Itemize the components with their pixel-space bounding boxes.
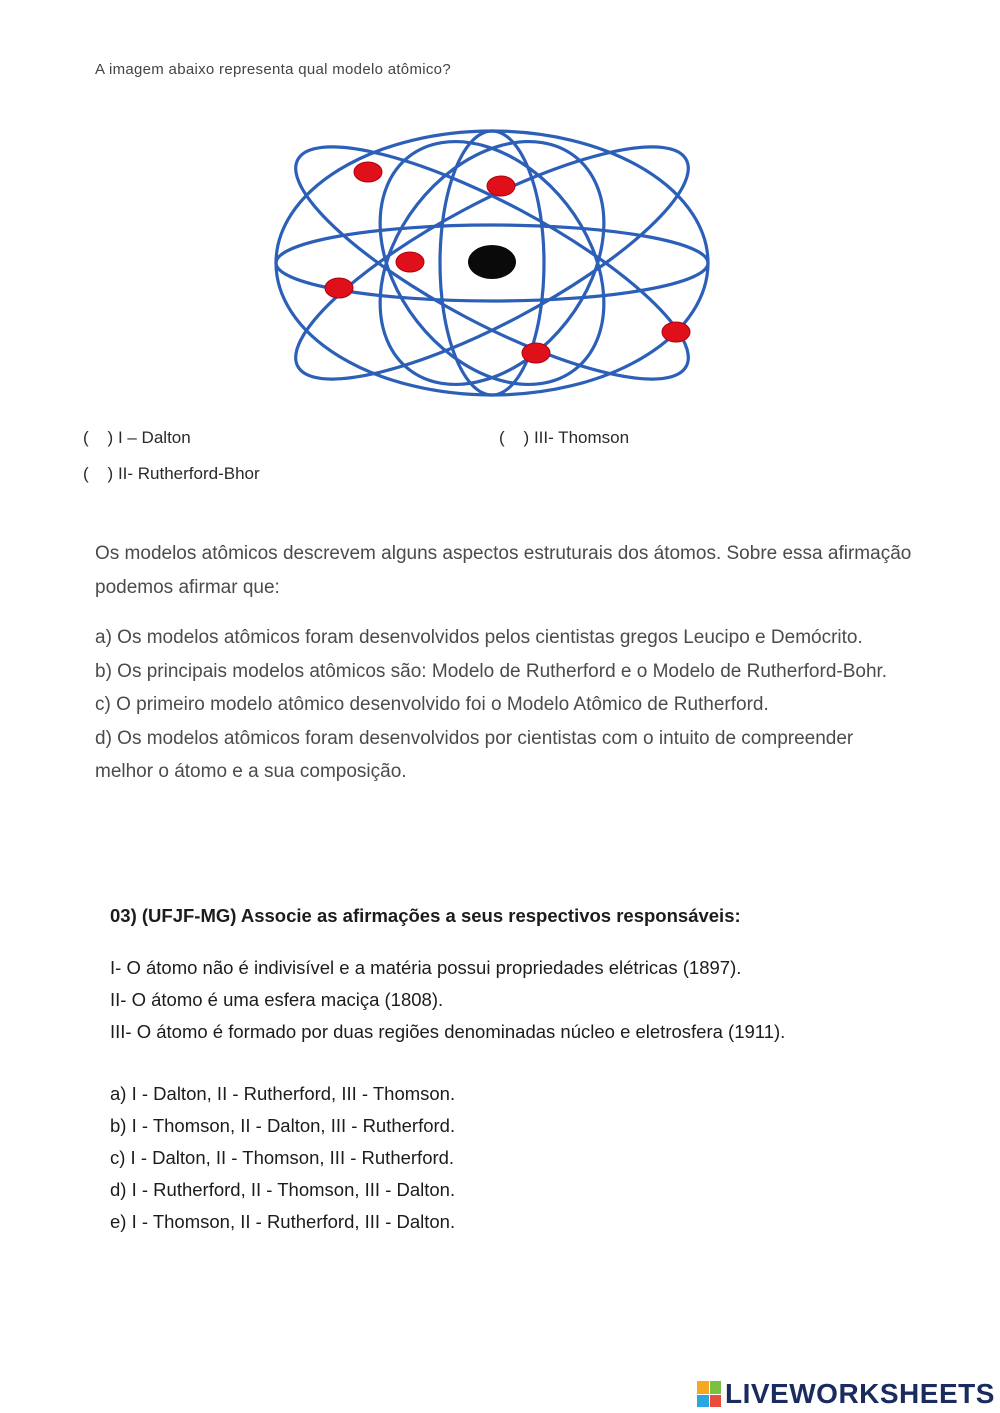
question-2-option-a: a) Os modelos atômicos foram desenvolvidos pelos cientistas gregos Leucipo e Demócrito.: [95, 627, 863, 648]
question-3-statement-1: I- O átomo não é indivisível e a matéria possui propriedades elétricas (1897).: [110, 957, 742, 978]
question-3-title: 03) (UFJF-MG) Associe as afirmações a seus respectivos responsáveis:: [110, 905, 741, 926]
question-3: [110, 900, 930, 1238]
question-3-option-b: b) I - Thomson, II - Dalton, III - Rutherford.: [110, 1115, 456, 1136]
option-dalton: ( ) I – Dalton: [83, 428, 191, 447]
electron: [522, 343, 550, 363]
question-1-prompt: A imagem abaixo representa qual modelo atômico?: [95, 61, 451, 78]
option-rutherford-bhor: ( ) II- Rutherford-Bhor: [83, 464, 260, 483]
electron: [354, 162, 382, 182]
question-2-intro: Os modelos atômicos descrevem alguns aspectos estruturais dos átomos. Sobre essa afirmação podemos afirmar que:: [95, 543, 912, 598]
logo-icon: [697, 1381, 721, 1407]
electron: [325, 278, 353, 298]
question-3-statement-2: II- O átomo é uma esfera maciça (1808).: [110, 989, 444, 1010]
liveworksheets-logo: [697, 1377, 995, 1411]
question-3-option-e: e) I - Thomson, II - Rutherford, III - Dalton.: [110, 1211, 456, 1232]
electron: [487, 176, 515, 196]
question-3-statement-3: III- O átomo é formado por duas regiões denominadas núcleo e eletrosfera (1911).: [110, 1021, 786, 1042]
electron: [396, 252, 424, 272]
question-3-option-a: a) I - Dalton, II - Rutherford, III - Thomson.: [110, 1083, 456, 1104]
question-3-option-c: c) I - Dalton, II - Thomson, III - Rutherford.: [110, 1147, 455, 1168]
question-2-option-c: c) O primeiro modelo atômico desenvolvido foi o Modelo Atômico de Rutherford.: [95, 694, 769, 715]
question-2-option-d: d) Os modelos atômicos foram desenvolvidos por cientistas com o intuito de compreender melhor o átomo e a sua composição.: [95, 727, 854, 782]
question-2: [95, 537, 915, 789]
question-2-option-b: b) Os principais modelos atômicos são: Modelo de Rutherford e o Modelo de Rutherford-Bohr.: [95, 660, 888, 682]
nucleus: [468, 245, 516, 279]
atom-diagram: [272, 128, 712, 403]
question-3-option-d: d) I - Rutherford, II - Thomson, III - Dalton.: [110, 1179, 456, 1200]
electron: [662, 322, 690, 342]
brand-name: LIVEWORKSHEETS: [725, 1378, 995, 1409]
option-thomson: ( ) III- Thomson: [499, 428, 630, 447]
